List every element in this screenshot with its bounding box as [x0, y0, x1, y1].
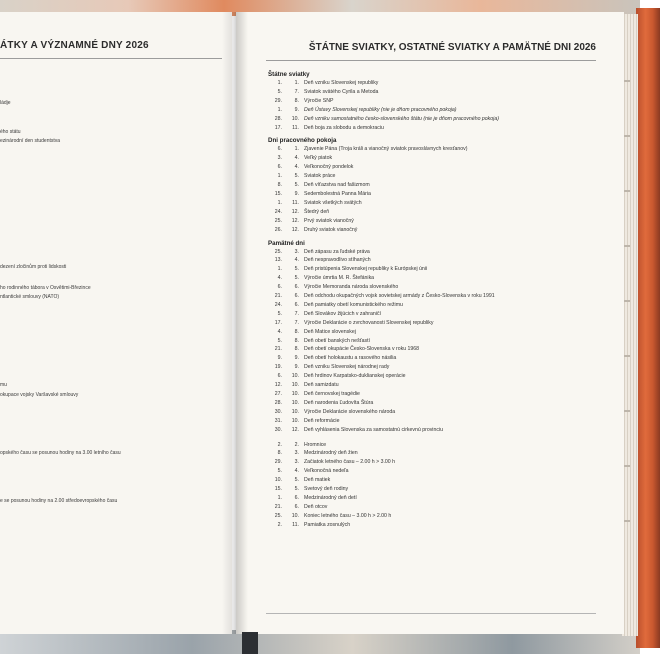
month-number: 5.: [294, 266, 299, 273]
list-item: [268, 199, 598, 208]
day-number: 4.: [277, 328, 282, 335]
month-number: 5.: [294, 275, 299, 282]
month-number: 10.: [291, 417, 299, 424]
list-item: [268, 181, 598, 190]
day-number: 8.: [277, 182, 282, 189]
month-number: 1.: [294, 80, 299, 86]
month-number: 5.: [294, 477, 299, 484]
list-item: [268, 345, 598, 354]
holiday-name: Medzinárodný deň žien: [304, 450, 358, 457]
month-number: 10.: [291, 115, 299, 122]
list-item: [268, 301, 598, 310]
day-number: 1.: [277, 199, 282, 206]
list-item: [268, 408, 598, 417]
list-item: [268, 503, 598, 512]
day-number: 10.: [274, 477, 282, 484]
day-number: 4.: [277, 275, 282, 282]
day-number: 8.: [277, 450, 282, 457]
holiday-name: Výročie SNP: [304, 97, 334, 104]
month-number: 11.: [292, 521, 299, 528]
day-number: 1.: [277, 494, 282, 501]
left-fragment: ezinárodní den studentstva: [0, 138, 61, 144]
month-number: 12.: [291, 226, 299, 233]
month-number: 3.: [294, 450, 299, 457]
holiday-name: Deň otcov: [304, 503, 328, 510]
holiday-name: Veľký piatok: [304, 155, 333, 162]
month-number: 6.: [294, 494, 299, 501]
holiday-name: Hromnice: [304, 441, 327, 448]
month-number: 10.: [291, 512, 299, 519]
month-number: 8.: [294, 346, 299, 353]
day-number: 24.: [274, 301, 282, 308]
list-item: [268, 265, 598, 274]
left-fragment: mu: [0, 382, 7, 388]
list-item: [268, 217, 598, 226]
list-item: [268, 512, 598, 521]
holiday-name: Deň víťazstva nad fašizmom: [304, 182, 370, 189]
holiday-name: Deň odchodu okupačných vojsk sovietskej armády z Česko-Slovenska v roku 1991: [304, 293, 495, 300]
list-item: [268, 226, 598, 235]
holiday-name: Deň obetí okupácie Česko-Slovenska v roku 1968: [304, 346, 420, 353]
holiday-name: Druhý sviatok vianočný: [304, 226, 358, 233]
day-number: 9.: [277, 355, 282, 362]
list-item: [268, 163, 598, 172]
list-item: [268, 274, 598, 283]
month-number: 12.: [291, 217, 299, 224]
day-number: 6.: [277, 284, 282, 291]
list-item: [268, 88, 598, 97]
holiday-name: Deň narodenia Ľudovíta Štúra: [304, 399, 374, 406]
list-item: [268, 363, 598, 372]
month-number: 9.: [294, 355, 299, 362]
month-number: 4.: [294, 164, 299, 171]
month-number: 9.: [294, 364, 299, 371]
holiday-name: Svetový deň rodiny: [304, 486, 349, 493]
day-number: 25.: [274, 248, 282, 255]
list-item: [268, 399, 598, 408]
day-number: 5.: [277, 337, 282, 344]
day-number: 5.: [277, 310, 282, 317]
holiday-name: Deň reformácie: [304, 417, 340, 424]
holiday-name: Deň Ústavy Slovenskej republiky (nie je dňom pracovného pokoja): [304, 106, 457, 113]
list-item: [268, 124, 598, 133]
month-number: 6.: [294, 503, 299, 510]
holiday-name: Výročie Deklarácie slovenského národa: [304, 408, 396, 415]
list-item: [268, 310, 598, 319]
list-item: [268, 172, 598, 181]
list-item: [268, 458, 598, 467]
holiday-name: Sedembolestná Panna Mária: [304, 190, 371, 197]
left-fragment: dezení zločinům proti lidskosti: [0, 264, 67, 270]
day-number: 27.: [274, 391, 282, 397]
right-footer-rule: [266, 613, 596, 614]
right-page-header: ŠTÁTNE SVIATKY, OSTATNÉ SVIATKY A PAMÄTNÉ DNI 2026: [308, 42, 596, 53]
left-fragment: e se posunou hodiny na 2.00 středoevropského času: [0, 498, 118, 504]
holiday-name: Deň zápasu za ľudské práva: [304, 248, 370, 255]
list-item: [268, 354, 598, 363]
left-fragment: opského času se posunou hodiny na 3.00 letního času: [0, 450, 121, 456]
day-number: 2.: [277, 441, 282, 448]
holiday-name: Deň matiek: [304, 477, 331, 484]
holiday-name: Deň pristúpenia Slovenskej republiky k Európskej únii: [304, 266, 428, 273]
month-number: 4.: [294, 257, 299, 264]
holiday-name: Deň vzniku samostatného česko-slovenského štátu (nie je dňom pracovného pokoja): [304, 115, 499, 122]
month-number: 4.: [294, 468, 299, 475]
list-item: [268, 115, 598, 124]
day-number: 6.: [277, 146, 282, 153]
list-item: [268, 97, 598, 106]
month-number: 12.: [291, 208, 299, 215]
list-item: [268, 494, 598, 503]
list-item: [268, 154, 598, 163]
day-number: 1.: [277, 106, 282, 113]
left-page-header: ÁTKY A VÝZNAMNÉ DNY 2026: [0, 40, 149, 51]
section-title: Štátne sviatky: [268, 71, 310, 78]
month-number: 10.: [291, 399, 299, 406]
list-item: [268, 449, 598, 458]
book-gutter-shadow: [222, 12, 248, 634]
list-item: [268, 337, 598, 346]
holiday-name: Štedrý deň: [304, 208, 330, 215]
list-item: [268, 283, 598, 292]
day-number: 15.: [274, 486, 282, 493]
month-number: 10.: [291, 382, 299, 389]
day-number: 29.: [274, 97, 282, 104]
day-number: 15.: [274, 190, 282, 197]
month-number: 10.: [291, 408, 299, 415]
day-number: 25.: [274, 512, 282, 519]
left-fragment: okupace vojsky Varšavské smlouvy: [0, 392, 79, 398]
month-number: 11.: [292, 124, 299, 131]
section-title: Pamätné dni: [268, 239, 305, 247]
holiday-name: Deň samizdatu: [304, 382, 339, 389]
list-item: [268, 190, 598, 199]
list-item: [268, 292, 598, 301]
month-number: 3.: [294, 248, 299, 255]
day-number: 24.: [274, 208, 282, 215]
list-item: [268, 521, 598, 530]
day-number: 21.: [274, 503, 282, 510]
month-number: 10.: [291, 373, 299, 380]
day-number: 17.: [274, 319, 282, 326]
month-number: 7.: [294, 310, 299, 317]
day-number: 1.: [277, 266, 282, 273]
month-number: 6.: [294, 284, 299, 291]
list-item: [268, 208, 598, 217]
holiday-name: Pamiatka zosnulých: [304, 521, 351, 528]
holiday-name: Deň obetí banských nešťastí: [304, 337, 370, 344]
day-number: 21.: [274, 346, 282, 353]
page-tab-marks: [624, 40, 630, 560]
day-number: 30.: [274, 408, 282, 415]
day-number: 3.: [277, 155, 282, 162]
holiday-name: Deň Matice slovenskej: [304, 328, 356, 335]
list-item: [268, 441, 598, 450]
list-item: [268, 467, 598, 476]
day-number: 19.: [274, 364, 282, 371]
month-number: 8.: [294, 97, 299, 104]
holiday-name: Výročie Deklarácie o zvrchovanosti Slovenskej republiky: [304, 319, 434, 326]
month-number: 4.: [294, 155, 299, 162]
holiday-name: Deň vzniku Slovenskej republiky: [304, 80, 379, 86]
month-number: 2.: [294, 441, 299, 448]
list-item: [268, 381, 598, 390]
month-number: 5.: [294, 182, 299, 189]
holiday-name: Deň vyhlásenia Slovenska za samostatnú cirkevnú provinciu: [304, 426, 443, 433]
month-number: 3.: [294, 459, 299, 466]
holiday-name: Výročie Memoranda národa slovenského: [304, 284, 399, 291]
month-number: 5.: [294, 173, 299, 180]
holiday-name: Deň nespravodlivo stíhaných: [304, 257, 371, 264]
holiday-name: Koniec letného času – 3.00 h > 2.00 h: [304, 512, 392, 519]
list-item: [268, 106, 598, 115]
holiday-name: Veľkonočná nedeľa: [304, 468, 349, 475]
day-number: 1.: [277, 173, 282, 180]
holiday-name: Začiatok letného času – 2.00 h > 3.00 h: [304, 459, 395, 466]
month-number: 9.: [294, 106, 299, 113]
list-item: [268, 256, 598, 265]
list-item: [268, 145, 598, 154]
day-number: 25.: [274, 217, 282, 224]
day-number: 26.: [274, 226, 282, 233]
list-item: [268, 390, 598, 399]
day-number: 30.: [274, 426, 282, 433]
day-number: 2.: [277, 521, 282, 528]
left-fragment: ládje: [0, 100, 11, 106]
day-number: 17.: [274, 124, 282, 131]
day-number: 5.: [277, 468, 282, 475]
list-item: [268, 248, 598, 257]
left-page: [0, 12, 232, 634]
month-number: 8.: [294, 328, 299, 335]
day-number: 31.: [274, 417, 282, 424]
holiday-list: [268, 66, 598, 530]
holiday-name: Deň boja za slobodu a demokraciu: [304, 124, 384, 131]
book-cover-right-edge: [636, 8, 660, 648]
holiday-name: Deň černovskej tragédie: [304, 391, 360, 397]
day-number: 28.: [274, 399, 282, 406]
list-item: [268, 426, 598, 435]
day-number: 28.: [274, 115, 282, 122]
list-item: [268, 319, 598, 328]
list-item: [268, 372, 598, 381]
holiday-name: Deň Slovákov žijúcich v zahraničí: [304, 310, 381, 317]
holiday-name: Deň hrdinov Karpatsko-duklianskej operácie: [304, 373, 406, 380]
holiday-name: Deň obetí holokaustu a rasového násilia: [304, 355, 397, 362]
day-number: 6.: [277, 373, 282, 380]
holiday-name: Veľkonočný pondelok: [304, 164, 354, 171]
month-number: 12.: [291, 426, 299, 433]
month-number: 9.: [294, 190, 299, 197]
left-fragment: ého státu: [0, 129, 21, 135]
month-number: 5.: [294, 486, 299, 493]
bookmark-ribbon: [242, 632, 258, 654]
holiday-name: Zjavenie Pána (Troja králi a vianočný sviatok pravoslávnych kresťanov): [304, 146, 468, 153]
holiday-name: Výročie úmrtia M. R. Štefánika: [304, 275, 375, 282]
holiday-name: Sviatok práce: [304, 173, 336, 180]
right-header-rule: [266, 60, 596, 61]
list-item: [268, 79, 598, 88]
month-number: 1.: [294, 146, 299, 153]
day-number: 1.: [277, 80, 282, 86]
holiday-name: Prvý sviatok vianočný: [304, 217, 354, 224]
month-number: 6.: [294, 293, 299, 300]
list-item: [268, 485, 598, 494]
month-number: 7.: [294, 319, 299, 326]
holiday-name: Sviatok všetkých svätých: [304, 199, 362, 206]
holiday-name: Medzinárodný deň detí: [304, 494, 357, 501]
list-item: [268, 476, 598, 485]
day-number: 6.: [277, 164, 282, 171]
holiday-name: Deň vzniku Slovenskej národnej rady: [304, 364, 390, 371]
day-number: 5.: [277, 88, 282, 95]
section-title: Dni pracovného pokoja: [268, 137, 337, 145]
list-item: [268, 417, 598, 426]
month-number: 7.: [294, 88, 299, 95]
day-number: 12.: [274, 382, 282, 389]
list-item: [268, 328, 598, 337]
month-number: 6.: [294, 301, 299, 308]
month-number: 10.: [291, 391, 299, 397]
holiday-name: Deň pamiatky obetí komunistického režimu: [304, 301, 403, 308]
holiday-name: Sviatok svätého Cyrila a Metoda: [304, 88, 379, 95]
left-fragment: ho rodinného tábora v Osvětimi-Březince: [0, 285, 91, 291]
day-number: 13.: [274, 257, 282, 264]
day-number: 29.: [274, 459, 282, 466]
month-number: 8.: [294, 337, 299, 344]
left-header-rule: [0, 58, 222, 59]
month-number: 11.: [292, 199, 299, 206]
day-number: 21.: [274, 293, 282, 300]
left-fragment: ntlantické smlouvy (NATO): [0, 294, 59, 300]
